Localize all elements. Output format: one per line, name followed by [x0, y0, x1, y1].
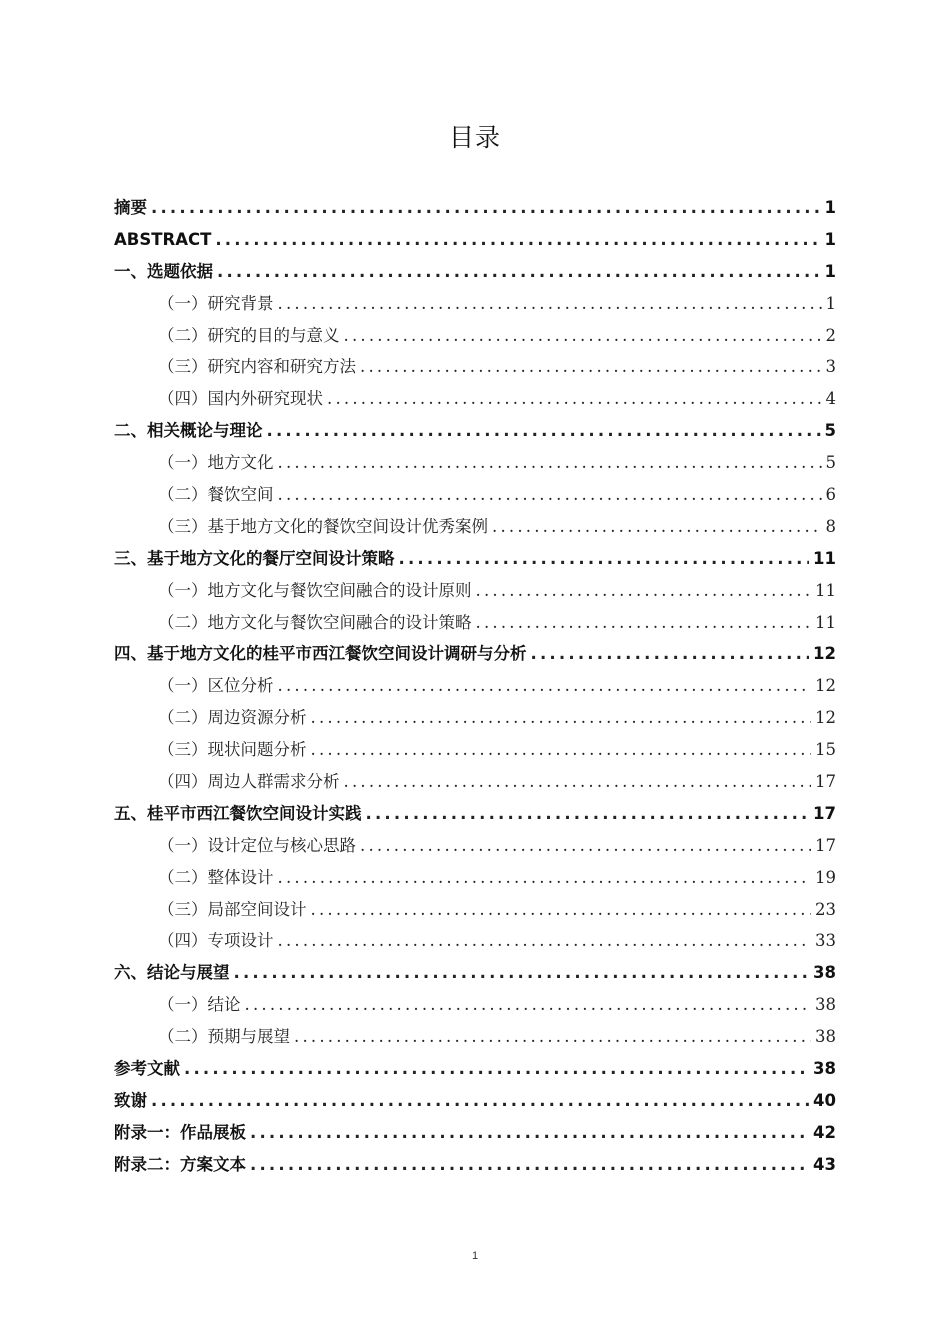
toc-entry-label: （三）基于地方文化的餐饮空间设计优秀案例 — [158, 516, 488, 536]
toc-entry[interactable] — [114, 447, 836, 479]
toc-entry-label: （一）地方文化 — [158, 453, 274, 473]
toc-entry-label: 摘要 — [114, 198, 147, 217]
toc-entry[interactable] — [114, 543, 836, 575]
toc-entry-label: 致谢 — [114, 1090, 147, 1110]
toc-entry-page: 17 — [815, 772, 836, 792]
toc-dot-leader — [366, 798, 810, 830]
toc-entry-page: 1 — [824, 261, 836, 281]
toc-dot-leader — [278, 670, 812, 702]
toc-entry-page: 11 — [815, 580, 836, 600]
toc-dot-leader — [492, 511, 822, 543]
toc-entry[interactable] — [114, 862, 836, 894]
toc-entry[interactable] — [114, 702, 836, 734]
toc-entry-label: （一）区位分析 — [158, 676, 274, 696]
toc-entry[interactable] — [114, 1117, 836, 1149]
toc-entry-label: 附录二：方案文本 — [114, 1154, 246, 1174]
toc-entry-label: （三）现状问题分析 — [158, 740, 307, 760]
toc-entry-label: （二）地方文化与餐饮空间融合的设计策略 — [158, 612, 472, 632]
toc-entry-page: 1 — [824, 198, 836, 217]
toc-dot-leader — [151, 192, 821, 224]
toc-entry[interactable] — [114, 351, 836, 383]
toc-entry-page: 11 — [815, 612, 836, 632]
toc-entry-page: 5 — [824, 421, 836, 441]
toc-entry[interactable] — [114, 1149, 836, 1181]
toc-dot-leader — [245, 989, 812, 1021]
toc-dot-leader — [234, 957, 810, 989]
toc-dot-leader — [278, 447, 822, 479]
toc-entry-label: （二）餐饮空间 — [158, 485, 274, 505]
toc-entry-page: 3 — [825, 357, 836, 377]
toc-entry-label: 二、相关概论与理论 — [114, 421, 263, 441]
toc-entry[interactable] — [114, 925, 836, 957]
toc-entry[interactable] — [114, 383, 836, 415]
toc-entry[interactable] — [114, 288, 836, 320]
toc-entry[interactable] — [114, 575, 836, 607]
toc-dot-leader — [278, 479, 822, 511]
toc-entry-label: （二）预期与展望 — [158, 1027, 290, 1047]
toc-dot-leader — [151, 1085, 809, 1117]
toc-entry-page: 43 — [813, 1154, 836, 1174]
toc-entry-page: 40 — [813, 1090, 836, 1110]
toc-dot-leader — [531, 638, 810, 670]
toc-entry-page: 8 — [825, 516, 836, 536]
page-title: 目录 — [448, 123, 501, 152]
toc-dot-leader — [267, 415, 821, 447]
table-of-contents — [114, 192, 836, 1181]
toc-entry-label: （二）研究的目的与意义 — [158, 325, 340, 345]
toc-entry-page: 5 — [825, 453, 836, 473]
toc-dot-leader — [215, 224, 820, 256]
toc-entry-label: （一）结论 — [158, 995, 241, 1015]
toc-entry[interactable] — [114, 989, 836, 1021]
toc-entry-page: 23 — [815, 899, 836, 919]
toc-dot-leader — [344, 766, 812, 798]
toc-entry-page: 6 — [825, 485, 836, 505]
toc-entry[interactable] — [114, 256, 836, 288]
toc-entry-page: 19 — [815, 867, 836, 887]
toc-dot-leader — [476, 575, 812, 607]
toc-entry-label: 参考文献 — [114, 1059, 180, 1079]
toc-entry-page: 38 — [815, 1027, 836, 1047]
toc-entry[interactable] — [114, 734, 836, 766]
toc-entry[interactable] — [114, 830, 836, 862]
toc-entry-label: （一）地方文化与餐饮空间融合的设计原则 — [158, 580, 472, 600]
toc-dot-leader — [184, 1053, 809, 1085]
toc-entry-page: 2 — [825, 325, 836, 345]
page-number: 1 — [471, 1250, 479, 1262]
toc-entry-page: 17 — [813, 803, 836, 823]
toc-entry-page: 11 — [813, 548, 836, 568]
toc-entry[interactable] — [114, 638, 836, 670]
toc-entry-page: 1 — [825, 293, 836, 313]
toc-entry[interactable] — [114, 1053, 836, 1085]
toc-dot-leader — [278, 862, 812, 894]
toc-dot-leader — [399, 543, 810, 575]
toc-entry-label: 五、桂平市西江餐饮空间设计实践 — [114, 803, 362, 823]
toc-entry-page: 17 — [815, 835, 836, 855]
toc-entry-page: 12 — [815, 708, 836, 728]
toc-entry-label: （一）设计定位与核心思路 — [158, 835, 356, 855]
toc-dot-leader — [217, 256, 821, 288]
toc-dot-leader — [294, 1021, 811, 1053]
toc-entry-label: ABSTRACT — [114, 229, 212, 249]
toc-entry-page: 4 — [825, 389, 836, 409]
toc-dot-leader — [360, 830, 811, 862]
toc-entry-page: 38 — [815, 995, 836, 1015]
toc-entry-label: （四）周边人群需求分析 — [158, 772, 340, 792]
toc-entry-page: 12 — [815, 676, 836, 696]
toc-entry-label: （一）研究背景 — [158, 293, 274, 313]
toc-entry-page: 38 — [813, 963, 836, 983]
toc-dot-leader — [327, 383, 822, 415]
toc-entry[interactable] — [114, 479, 836, 511]
toc-entry-label: （四）国内外研究现状 — [158, 389, 323, 409]
toc-entry[interactable] — [114, 607, 836, 639]
toc-dot-leader — [250, 1117, 809, 1149]
toc-entry-label: 六、结论与展望 — [114, 963, 230, 983]
toc-entry-label: （三）研究内容和研究方法 — [158, 357, 356, 377]
toc-entry[interactable] — [114, 224, 836, 256]
toc-entry[interactable] — [114, 192, 836, 224]
toc-entry-label: （二）周边资源分析 — [158, 708, 307, 728]
toc-dot-leader — [311, 734, 812, 766]
toc-entry-label: （四）专项设计 — [158, 931, 274, 951]
toc-entry[interactable] — [114, 415, 836, 447]
toc-entry[interactable] — [114, 320, 836, 352]
toc-dot-leader — [311, 894, 812, 926]
toc-dot-leader — [278, 925, 812, 957]
toc-entry-page: 1 — [824, 229, 836, 249]
toc-entry-label: 四、基于地方文化的桂平市西江餐饮空间设计调研与分析 — [114, 644, 527, 664]
toc-entry[interactable] — [114, 1021, 836, 1053]
toc-entry-label: （二）整体设计 — [158, 867, 274, 887]
toc-entry[interactable] — [114, 1085, 836, 1117]
toc-dot-leader — [311, 702, 812, 734]
toc-entry[interactable] — [114, 766, 836, 798]
toc-dot-leader — [344, 320, 822, 352]
toc-dot-leader — [476, 607, 812, 639]
toc-entry[interactable] — [114, 670, 836, 702]
toc-entry[interactable] — [114, 957, 836, 989]
toc-entry-label: 一、选题依据 — [114, 261, 213, 281]
toc-entry-label: 附录一：作品展板 — [114, 1122, 246, 1142]
toc-entry-label: 三、基于地方文化的餐厅空间设计策略 — [114, 548, 395, 568]
toc-entry-page: 33 — [815, 931, 836, 951]
toc-entry-page: 38 — [813, 1059, 836, 1079]
toc-entry-page: 42 — [813, 1122, 836, 1142]
toc-dot-leader — [278, 288, 822, 320]
toc-entry[interactable] — [114, 894, 836, 926]
toc-entry-page: 12 — [813, 644, 836, 664]
toc-entry[interactable] — [114, 798, 836, 830]
toc-entry-label: （三）局部空间设计 — [158, 899, 307, 919]
toc-entry-page: 15 — [815, 740, 836, 760]
toc-dot-leader — [250, 1149, 809, 1181]
toc-entry[interactable] — [114, 511, 836, 543]
toc-dot-leader — [360, 351, 822, 383]
